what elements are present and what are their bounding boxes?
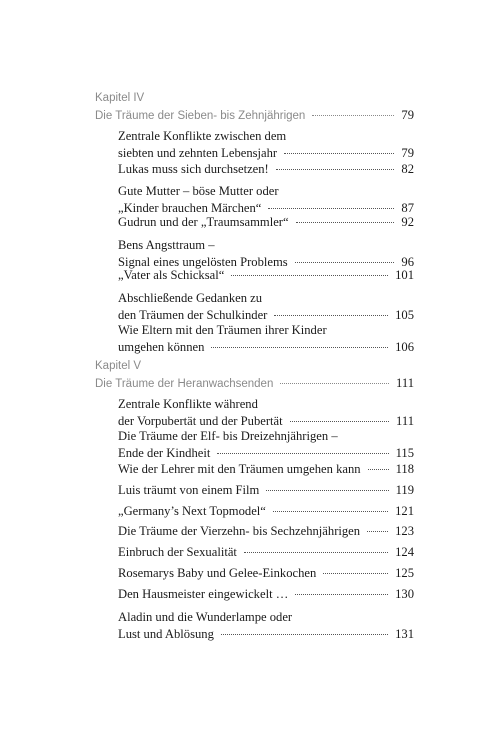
- entry-text: Wie Eltern mit den Träumen ihrer Kinder: [118, 323, 327, 337]
- entry-text: Signal eines ungelösten Problems: [118, 255, 288, 269]
- toc-entry[interactable]: [118, 586, 414, 603]
- toc-entry[interactable]: [118, 609, 414, 643]
- page-number: 118: [395, 462, 414, 476]
- page-number: 101: [395, 268, 414, 282]
- entry-text: Die Träume der Elf- bis Dreizehnjährigen –: [118, 429, 338, 443]
- page-number: 123: [395, 524, 414, 538]
- toc-entry[interactable]: [118, 523, 414, 540]
- dot-leader: [296, 222, 395, 223]
- entry-text: siebten und zehnten Lebensjahr: [118, 146, 278, 160]
- chapter-title-row: [95, 375, 414, 393]
- dot-leader: [368, 469, 389, 470]
- entry-text: Gudrun und der „Traumsammler“: [118, 215, 289, 229]
- dot-leader: [276, 169, 395, 170]
- entry-text: Rosemarys Baby und Gelee-Einkochen: [118, 566, 317, 580]
- dot-leader: [290, 421, 389, 422]
- page-number: 111: [396, 414, 414, 428]
- toc-entry[interactable]: [118, 482, 414, 499]
- chapter-title: Die Träume der Sieben- bis Zehnjährigen: [95, 110, 306, 122]
- page-number: 119: [395, 483, 414, 497]
- entry-text: Ende der Kindheit: [118, 446, 211, 460]
- dot-leader: [280, 383, 389, 384]
- toc-entry[interactable]: [118, 544, 414, 561]
- page-number: 87: [401, 201, 414, 215]
- page-number: 124: [395, 545, 414, 559]
- entry-text: Lukas muss sich durchsetzen!: [118, 162, 269, 176]
- dot-leader: [312, 115, 394, 116]
- toc-entry[interactable]: [118, 503, 414, 520]
- toc-entry[interactable]: [118, 428, 414, 462]
- entry-text: Bens Angsttraum –: [118, 238, 215, 252]
- toc-entry[interactable]: [118, 267, 414, 284]
- toc-entry[interactable]: [118, 214, 414, 231]
- entry-text: Lust und Ablösung: [118, 627, 214, 641]
- dot-leader: [266, 490, 388, 491]
- entry-text: Zentrale Konflikte zwischen dem: [118, 129, 287, 143]
- page-number: 79: [401, 146, 414, 160]
- dot-leader: [367, 531, 388, 532]
- dot-leader: [244, 552, 388, 553]
- toc-entry[interactable]: [118, 461, 414, 478]
- dot-leader: [295, 262, 395, 263]
- toc-entry[interactable]: [118, 396, 414, 430]
- entry-text: „Vater als Schicksal“: [118, 268, 225, 282]
- entry-text: Gute Mutter – böse Mutter oder: [118, 184, 279, 198]
- chapter-label: Kapitel IV: [95, 92, 145, 104]
- chapter-title: Die Träume der Heranwachsenden: [95, 378, 274, 390]
- chapter-label: Kapitel V: [95, 360, 142, 372]
- entry-text: „Germany’s Next Topmodel“: [118, 504, 266, 518]
- page-number: 105: [395, 308, 414, 322]
- page-number: 96: [401, 255, 414, 269]
- dot-leader: [211, 347, 388, 348]
- page-number: 125: [395, 566, 414, 580]
- entry-text: Luis träumt von einem Film: [118, 483, 260, 497]
- entry-text: Den Hausmeister eingewickelt …: [118, 587, 289, 601]
- page-number: 115: [395, 446, 414, 460]
- page-number: 111: [396, 376, 414, 390]
- page-number: 131: [395, 627, 414, 641]
- entry-text: „Kinder brauchen Märchen“: [118, 201, 262, 215]
- toc-entry[interactable]: [118, 161, 414, 178]
- dot-leader: [284, 153, 394, 154]
- entry-text: Aladin und die Wunderlampe oder: [118, 610, 293, 624]
- dot-leader: [268, 208, 394, 209]
- dot-leader: [273, 511, 388, 512]
- entry-text: Zentrale Konflikte während: [118, 397, 258, 411]
- dot-leader: [217, 453, 388, 454]
- entry-text: Wie der Lehrer mit den Träumen umgehen kann: [118, 462, 361, 476]
- page-number: 82: [401, 162, 414, 176]
- dot-leader: [274, 315, 388, 316]
- page-number: 106: [395, 340, 414, 354]
- toc-entry[interactable]: [118, 183, 414, 217]
- entry-text: umgehen können: [118, 340, 205, 354]
- dot-leader: [323, 573, 388, 574]
- entry-text: Die Träume der Vierzehn- bis Sechzehnjährigen: [118, 524, 361, 538]
- chapter-title-row: [95, 107, 414, 125]
- page-number: 92: [401, 215, 414, 229]
- toc-entry[interactable]: [118, 322, 414, 356]
- dot-leader: [221, 634, 388, 635]
- dot-leader: [295, 594, 388, 595]
- toc-entry[interactable]: [118, 290, 414, 324]
- toc-entry[interactable]: [118, 565, 414, 582]
- page-number: 130: [395, 587, 414, 601]
- toc-entry[interactable]: [118, 128, 414, 162]
- toc-entry[interactable]: [118, 237, 414, 271]
- dot-leader: [231, 275, 388, 276]
- page-number: 121: [395, 504, 414, 518]
- page-number: 79: [401, 108, 414, 122]
- entry-text: den Träumen der Schulkinder: [118, 308, 268, 322]
- entry-text: Abschließende Gedanken zu: [118, 291, 263, 305]
- entry-text: Einbruch der Sexualität: [118, 545, 237, 559]
- entry-text: der Vorpubertät und der Pubertät: [118, 414, 283, 428]
